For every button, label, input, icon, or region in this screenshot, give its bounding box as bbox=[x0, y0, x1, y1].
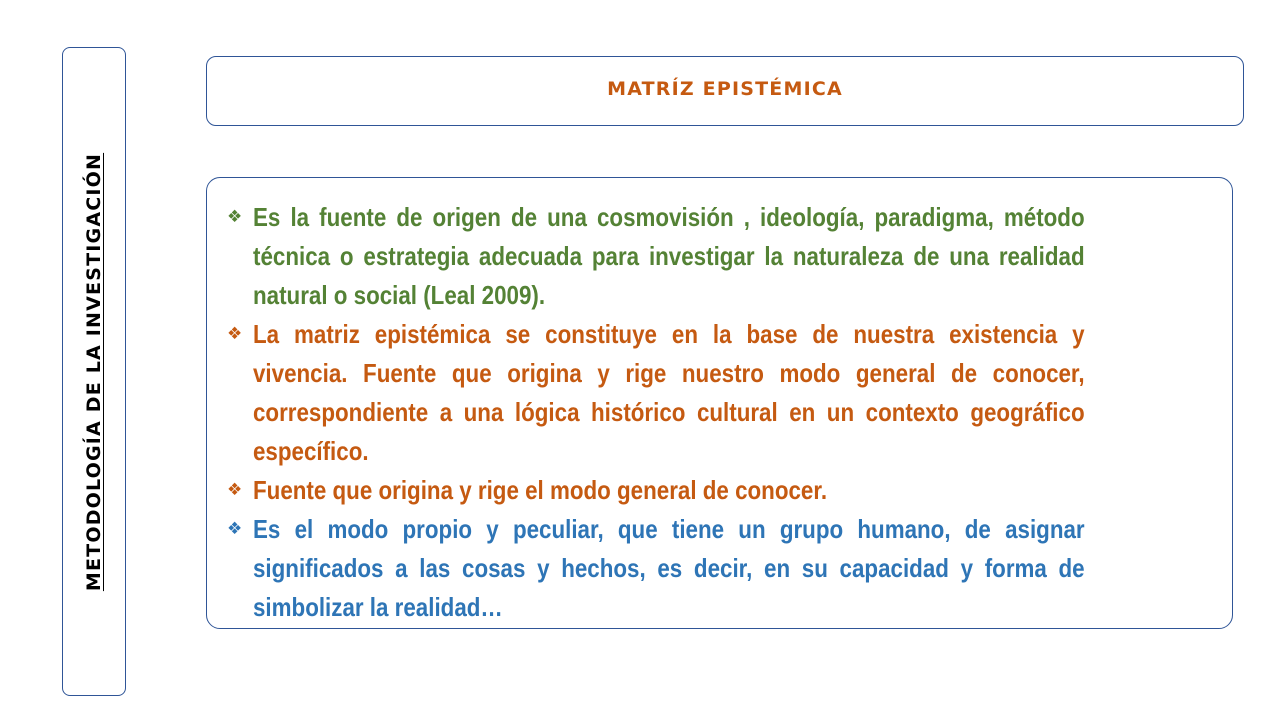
title-panel bbox=[206, 56, 1244, 126]
bullet-text: Es el modo propio y peculiar, que tiene un grupo humano, de asignar significados a las cosas y hechos, es decir, en su capacidad y forma de simbolizar la realidad… bbox=[253, 514, 1085, 622]
bullet-item-source bbox=[227, 471, 1220, 510]
bullet-item-definition bbox=[227, 198, 1220, 315]
bullet-list bbox=[227, 198, 1220, 627]
bullet-text: Es la fuente de origen de una cosmovisión , ideología, paradigma, método técnica o estrategia adecuada para investigar la naturaleza de una realidad natural o social (Leal 2009). bbox=[253, 202, 1085, 310]
diamond-bullet-icon: ❖ bbox=[227, 480, 243, 500]
bullet-text: Fuente que origina y rige el modo general de conocer. bbox=[253, 475, 828, 505]
bullet-item-foundation bbox=[227, 315, 1220, 471]
content-panel bbox=[206, 177, 1233, 629]
diamond-bullet-icon: ❖ bbox=[227, 207, 243, 227]
diamond-bullet-icon: ❖ bbox=[227, 519, 243, 539]
diamond-bullet-icon: ❖ bbox=[227, 324, 243, 344]
sidebar-panel bbox=[62, 47, 126, 696]
bullet-text: La matriz epistémica se constituye en la base de nuestra existencia y vivencia. Fuente que origina y rige nuestro modo general de conocer, correspondiente a una lógica histórico cultural en un contexto geográfico específico. bbox=[253, 319, 1085, 466]
bullet-item-meaning bbox=[227, 510, 1220, 627]
page-title: MATRÍZ EPISTÉMICA bbox=[607, 78, 843, 100]
sidebar-title: METODOLOGÍA DE LA INVESTIGACIÓN bbox=[83, 152, 105, 591]
